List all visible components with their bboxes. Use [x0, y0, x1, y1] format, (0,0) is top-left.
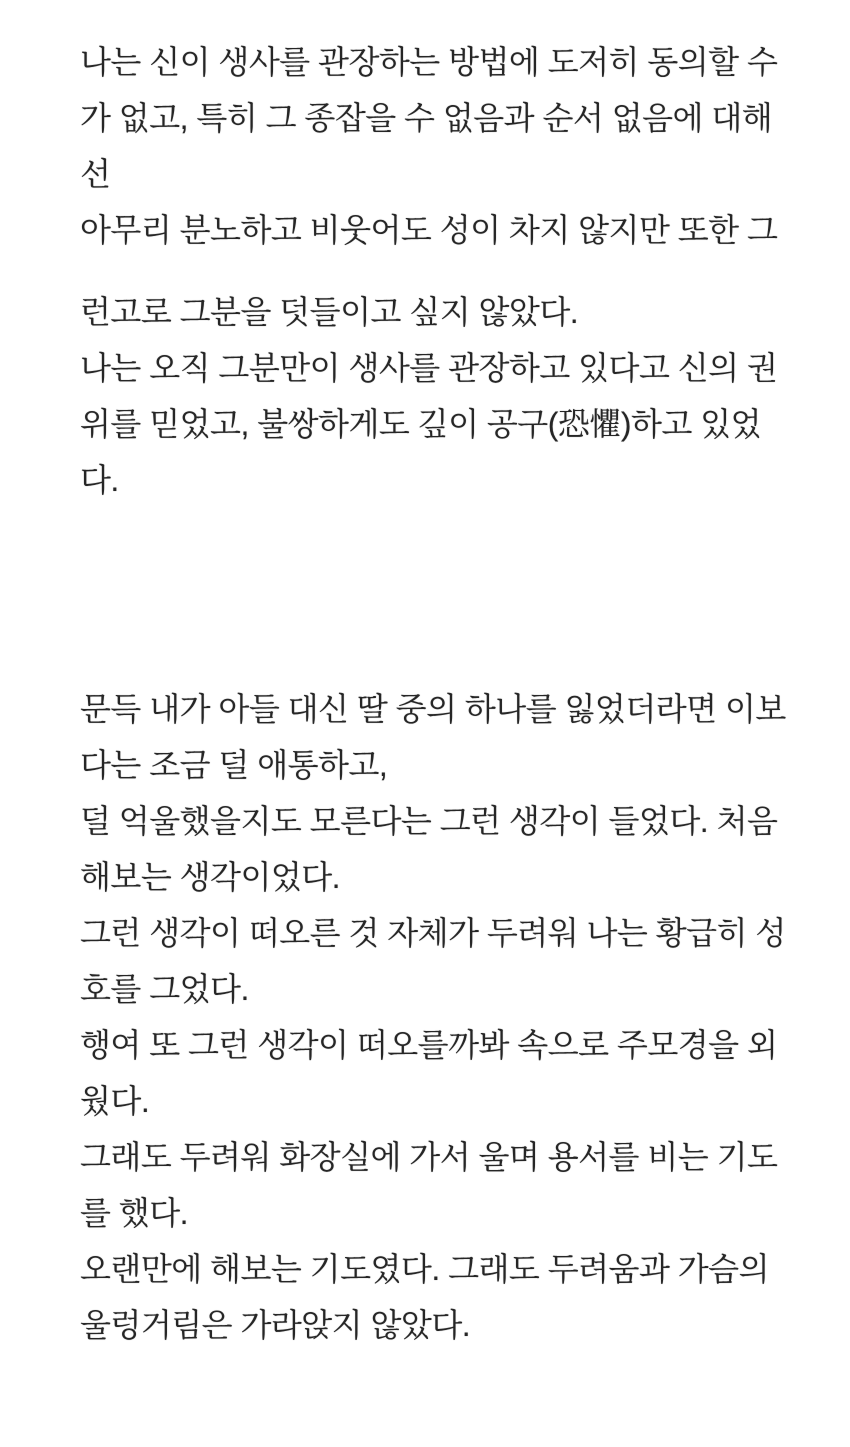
text-line: 를 했다.	[80, 1195, 189, 1231]
text-line: 울렁거림은 가라앉지 않았다.	[80, 1307, 471, 1343]
text-line: 아무리 분노하고 비웃어도 성이 차지 않지만 또한 그	[80, 212, 778, 248]
text-line: 가 없고, 특히 그 종잡을 수 없음과 순서 없음에 대해	[80, 100, 773, 136]
text-line: 런고로 그분을 덧들이고 싶지 않았다.	[80, 294, 579, 330]
paragraph-1	[80, 34, 810, 258]
text-line: 오랜만에 해보는 기도였다. 그래도 두려움과 가슴의	[80, 1251, 769, 1287]
text-line: 다.	[80, 462, 119, 498]
paragraph-3	[80, 681, 810, 1353]
text-line: 해보는 생각이었다.	[80, 859, 341, 895]
text-line: 위를 믿었고, 불쌍하게도 깊이 공구(恐懼)하고 있었	[80, 406, 762, 442]
paragraph-2	[80, 284, 810, 508]
text-line: 다는 조금 덜 애통하고,	[80, 747, 388, 783]
text-line: 그래도 두려워 화장실에 가서 울며 용서를 비는 기도	[80, 1139, 778, 1175]
text-line: 웠다.	[80, 1083, 150, 1119]
text-line: 덜 억울했을지도 모른다는 그런 생각이 들었다. 처음	[80, 803, 778, 839]
text-line: 문득 내가 아들 대신 딸 중의 하나를 잃었더라면 이보	[80, 691, 786, 727]
text-line: 나는 오직 그분만이 생사를 관장하고 있다고 신의 권	[80, 350, 778, 386]
text-line: 선	[80, 156, 111, 192]
text-line: 그런 생각이 떠오른 것 자체가 두려워 나는 황급히 성	[80, 915, 786, 951]
text-line: 나는 신이 생사를 관장하는 방법에 도저히 동의할 수	[80, 44, 778, 80]
text-line: 호를 그었다.	[80, 971, 249, 1007]
text-line: 행여 또 그런 생각이 떠오를까봐 속으로 주모경을 외	[80, 1027, 778, 1063]
